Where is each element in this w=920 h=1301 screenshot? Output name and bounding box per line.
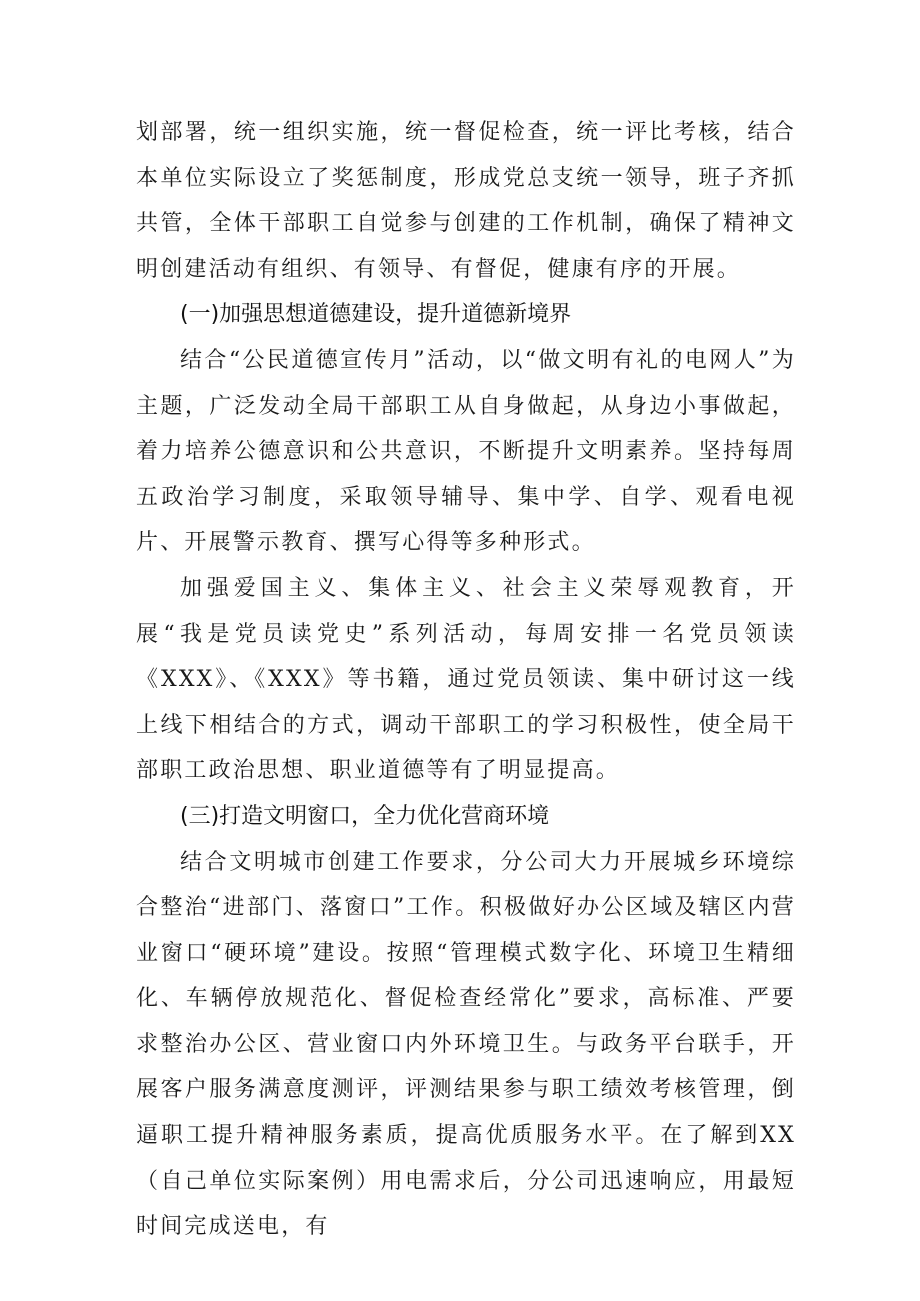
intro-paragraph: 划部署，统一组织实施，统一督促检查，统一评比考核，结合本单位实际设立了奖惩制度，形成党总支统一领导，班子齐抓共管，全体干部职工自觉参与创建的工作机制，确保了精神文明创建活动有组织、有领导、有督促，健康有序的开展。 xyxy=(136,120,796,282)
document-body xyxy=(136,110,796,1250)
section-heading-1: (一)加强思想道德建设，提升道德新境界 xyxy=(180,302,572,328)
section-1-paragraph-2: 加强爱国主义、集体主义、社会主义荣辱观教育，开展“我是党员读党史”系列活动，每周安排一名党员领读《XXX》、《XXX》等书籍，通过党员领读、集中研讨这一线上线下相结合的方式，调动干部职工的学习积极性，使全局干部职工政治思想、职业道德等有了明显提高。 xyxy=(136,575,796,784)
section-heading-3: (三)打造文明窗口，全力优化营商环境 xyxy=(180,803,550,829)
section-3-paragraph-1: 结合文明城市创建工作要求，分公司大力开展城乡环境综合整治“进部门、落窗口”工作。积极做好办公区域及辖区内营业窗口“硬环境”建设。按照“管理模式数字化、环境卫生精细化、车辆停放规范化、督促检查经常化”要求，高标准、严要求整治办公区、营业窗口内外环境卫生。与政务平台联手，开展客户服务满意度测评，评测结果参与职工绩效考核管理，倒逼职工提升精神服务素质，提高优质服务水平。在了解到XX（自己单位实际案例）用电需求后，分公司迅速响应，用最短时间完成送电，有 xyxy=(136,849,796,1240)
section-1-paragraph-1: 结合“公民道德宣传月”活动，以“做文明有礼的电网人”为主题，广泛发动全局干部职工从自身做起，从身边小事做起，着力培养公德意识和公共意识，不断提升文明素养。坚持每周五政治学习制度，采取领导辅导、集中学、自学、观看电视片、开展警示教育、撰写心得等多种形式。 xyxy=(136,347,796,556)
